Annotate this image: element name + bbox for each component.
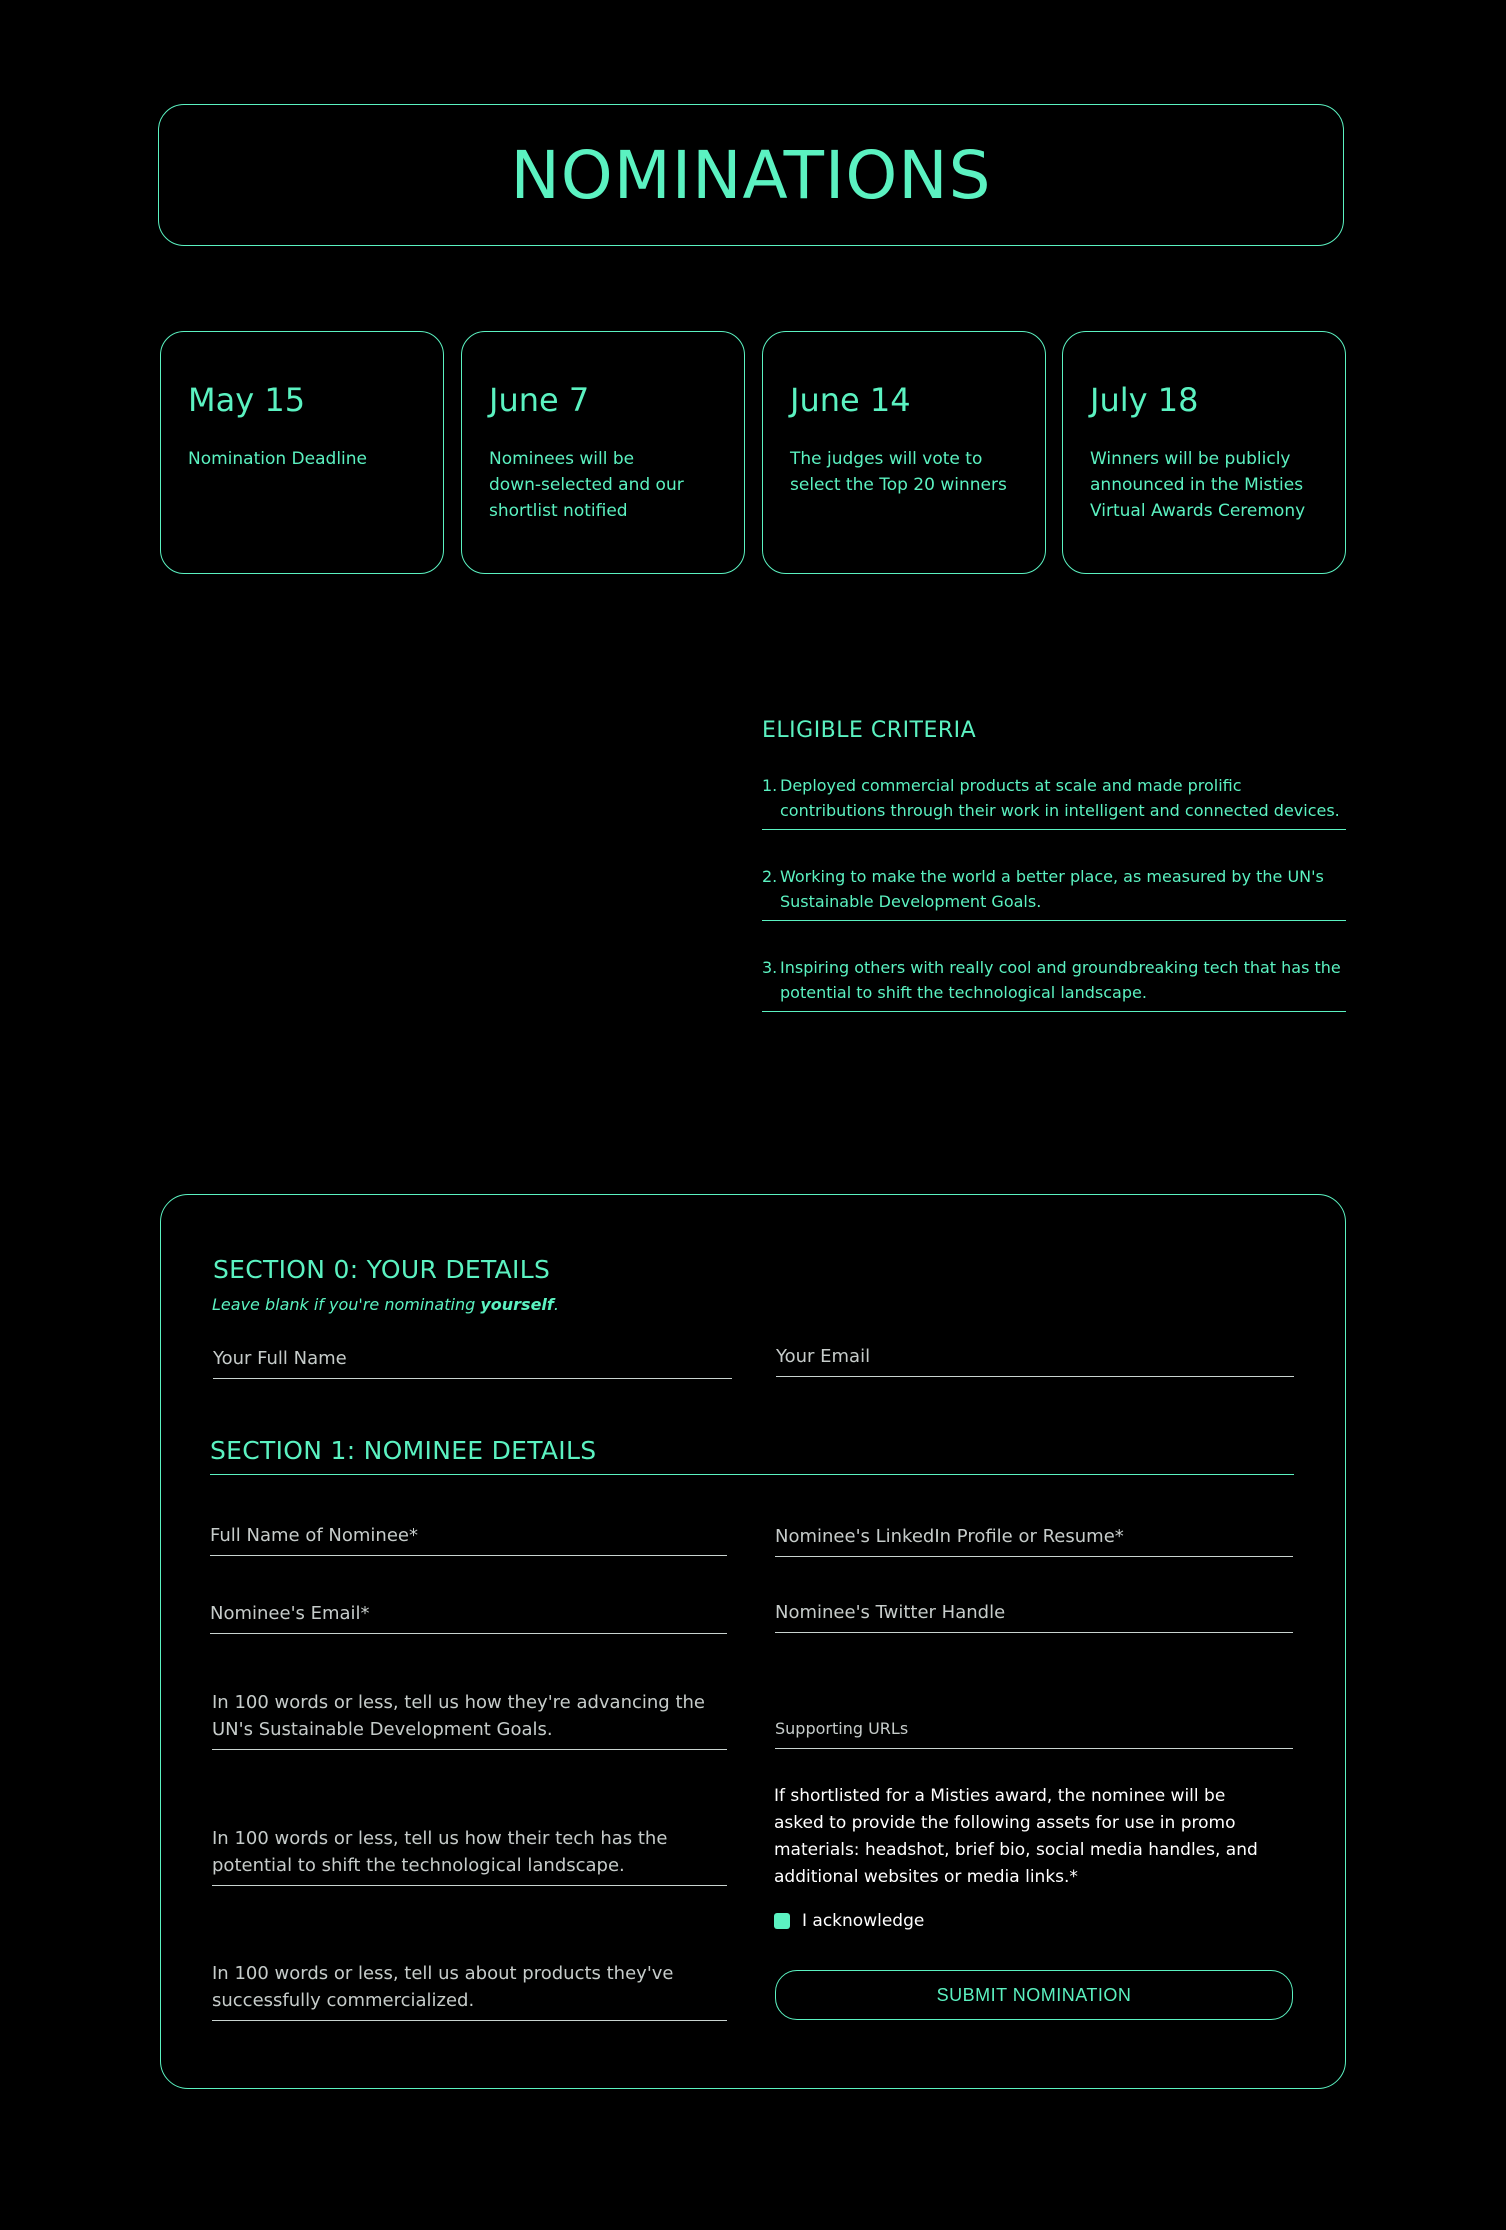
timeline-card-4: [1062, 331, 1346, 574]
timeline-desc: Nominees will be down-selected and our shortlist notified: [489, 449, 684, 521]
criteria-number: 1.: [762, 776, 778, 795]
criteria-text: Deployed commercial products at scale and made prolific contributions through their work in intelligent and connected devices.: [780, 776, 1340, 820]
assets-notice: If shortlisted for a Misties award, the nominee will be asked to provide the following assets for use in promo materials: headshot, brief bio, social media handles, and additional websites or media links.*: [774, 1786, 1258, 1887]
timeline-desc: Nomination Deadline: [188, 449, 367, 469]
section-1-title: SECTION 1: NOMINEE DETAILS: [210, 1436, 597, 1465]
timeline-date: May 15: [188, 381, 306, 419]
products-answer-field[interactable]: In 100 words or less, tell us about products they've successfully commercialized.: [212, 1960, 727, 2021]
timeline-desc: The judges will vote to select the Top 20 winners: [790, 449, 1007, 495]
criteria-item: [762, 765, 1346, 830]
title-box: [158, 104, 1344, 246]
section-0-note-suffix: .: [553, 1295, 559, 1314]
section-0-note-prefix: Leave blank if you're nominating: [212, 1295, 481, 1314]
timeline-card-2: [461, 331, 745, 574]
criteria-title: ELIGIBLE CRITERIA: [762, 718, 977, 743]
timeline-date: June 14: [790, 381, 911, 419]
section-0-title: SECTION 0: YOUR DETAILS: [213, 1255, 551, 1284]
nominee-email-field[interactable]: Nominee's Email*: [210, 1600, 727, 1634]
criteria-text: Inspiring others with really cool and groundbreaking tech that has the potential to shift the technological landscape.: [780, 958, 1341, 1002]
nomination-form: [160, 1194, 1346, 2089]
your-full-name-field[interactable]: Your Full Name: [213, 1345, 732, 1379]
criteria-item: [762, 947, 1346, 1012]
acknowledge-checkbox[interactable]: [774, 1911, 924, 1931]
acknowledge-label: I acknowledge: [802, 1911, 925, 1931]
timeline-desc: Winners will be publicly announced in the Misties Virtual Awards Ceremony: [1090, 449, 1306, 521]
your-email-field[interactable]: Your Email: [776, 1343, 1294, 1377]
eligible-criteria: [762, 718, 1346, 1038]
section-0-note-emphasis: yourself: [480, 1295, 554, 1314]
section-1-divider: [210, 1474, 1294, 1475]
nominee-name-field[interactable]: Full Name of Nominee*: [210, 1522, 727, 1556]
criteria-number: 3.: [762, 958, 778, 977]
criteria-number: 2.: [762, 867, 778, 886]
nominee-twitter-field[interactable]: Nominee's Twitter Handle: [775, 1599, 1293, 1633]
checkbox-checked-icon[interactable]: [774, 1913, 790, 1929]
page-title: NOMINATIONS: [510, 136, 992, 214]
nominee-linkedin-field[interactable]: Nominee's LinkedIn Profile or Resume*: [775, 1523, 1293, 1557]
section-0-note: [212, 1295, 559, 1314]
timeline-date: July 18: [1090, 381, 1199, 419]
submit-nomination-button[interactable]: SUBMIT NOMINATION: [775, 1970, 1293, 2020]
sdg-answer-field[interactable]: In 100 words or less, tell us how they're advancing the UN's Sustainable Development Goals.: [212, 1689, 727, 1750]
criteria-item: [762, 856, 1346, 921]
timeline-date: June 7: [489, 381, 590, 419]
timeline-card-3: [762, 331, 1046, 574]
criteria-text: Working to make the world a better place, as measured by the UN's Sustainable Development Goals.: [780, 867, 1324, 911]
timeline-card-1: [160, 331, 444, 574]
tech-answer-field[interactable]: In 100 words or less, tell us how their tech has the potential to shift the technological landscape.: [212, 1825, 727, 1886]
supporting-urls-field[interactable]: Supporting URLs: [775, 1715, 1293, 1749]
